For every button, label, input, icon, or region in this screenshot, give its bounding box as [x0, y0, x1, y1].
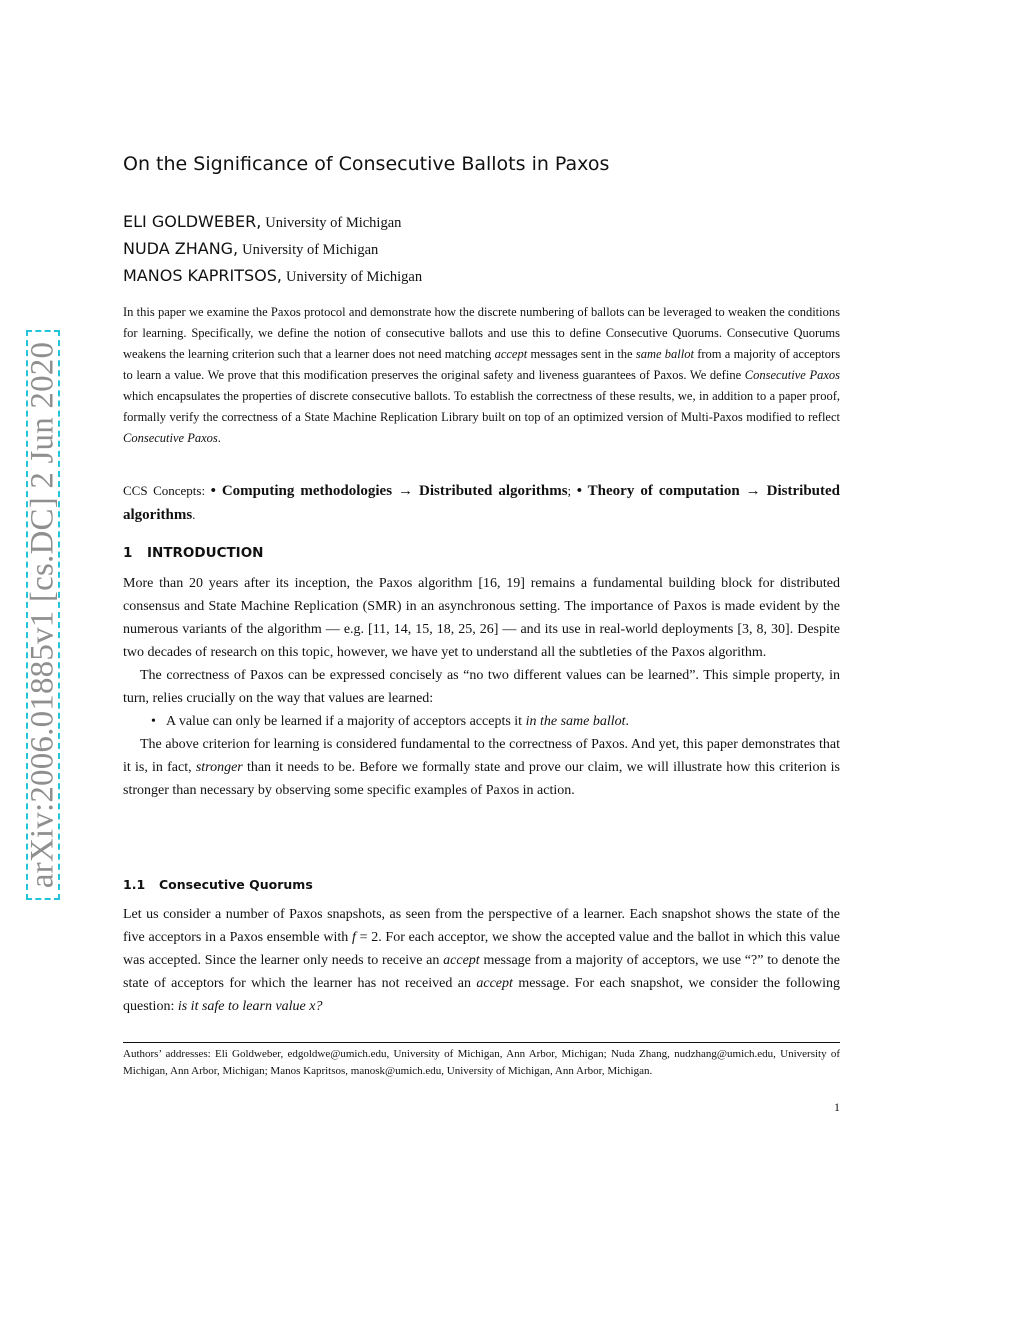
ccs-end: . [192, 507, 196, 522]
ccs-concepts [123, 479, 840, 527]
paper-title: On the Significance of Consecutive Ballots in Paxos [123, 153, 610, 175]
list-item-italic: in the same ballot [525, 714, 626, 729]
section-number: 1 [123, 545, 133, 561]
arxiv-stamp [26, 330, 60, 900]
abstract-text: In this paper we examine the Paxos protocol and demonstrate how the discrete numbering of ballots can be leveraged to weaken the conditions for learning. Specifically, we define the notion of consecutive ballots and use this to define Consecutive Quorums. Consecutive Quorums weakens the learning criterion such that a learner does not need matching [123, 305, 840, 361]
abstract-italic: same ballot [635, 347, 694, 361]
list-item-end: . [625, 714, 630, 729]
abstract-italic: Consecutive Paxos [744, 368, 841, 382]
ccs-concept: • Theory of computation → Distributed algorithms [123, 483, 841, 523]
page-number: 1 [834, 1100, 840, 1114]
author-name: MANOS KAPRITSOS, [123, 266, 282, 285]
abstract-text: from a majority of acceptors to learn a value. We prove that this modification preserves the original safety and liveness guarantees of Paxos. We define [123, 347, 841, 382]
footnote-divider [123, 1042, 840, 1043]
section-heading [123, 545, 263, 561]
math-variable: f [351, 930, 356, 945]
author-2 [123, 239, 378, 259]
paragraph-text: The above criterion for learning is considered fundamental to the correctness of Paxos. And yet, this paper demonstrates that it is, in fact, [123, 737, 840, 775]
paragraph-text: message. For each snapshot, we consider the following question: [123, 976, 841, 1014]
paragraph-text: = 2. For each acceptor, we show the accepted value and the ballot in which this value was accepted. Since the learner only needs to receive an [123, 930, 841, 968]
author-affiliation: University of Michigan [285, 269, 423, 285]
abstract-text: which encapsulates the properties of discrete consecutive ballots. To establish the correctness of these results, we, in addition to a paper proof, formally verify the correctness of a State Machine Replication Library built on top of an optimized version of Multi-Paxos modified to reflect [123, 389, 840, 424]
author-affiliation: University of Michigan [242, 242, 379, 258]
abstract-text: messages sent in the [530, 347, 633, 361]
paragraph-text: than it needs to be. Before we formally state and prove our claim, we will illustrate how this criterion is stronger than necessary by observing some specific examples of Paxos in action. [123, 760, 840, 798]
paragraph-text: Let us consider a number of Paxos snapshots, as seen from the perspective of a learner. Each snapshot shows the state of the five acceptors in a Paxos ensemble with [123, 907, 840, 945]
abstract [123, 302, 840, 449]
abstract-text: . [217, 431, 221, 445]
subsection-heading [123, 877, 313, 892]
paragraph-italic: is it safe to learn value x? [177, 999, 323, 1014]
author-3 [123, 266, 422, 286]
author-affiliation: University of Michigan [265, 215, 402, 231]
paragraph-text: message from a majority of acceptors, we use “?” to denote the state of acceptors for which the learner has not received an [123, 953, 841, 991]
author-name: NUDA ZHANG, [123, 239, 239, 258]
section-title: INTRODUCTION [147, 545, 264, 561]
paragraph-italic: accept [443, 953, 480, 968]
paragraph-italic: stronger [195, 760, 243, 775]
ccs-concept: • Computing methodologies → Distributed algorithms [210, 483, 568, 499]
author-name: ELI GOLDWEBER, [123, 212, 262, 231]
subsection-number: 1.1 [123, 877, 146, 892]
bullet-icon: • [151, 714, 156, 729]
paragraph: The correctness of Paxos can be expressed concisely as “no two different values can be learned”. This simple property, in turn, relies crucially on the way that values are learned: [123, 668, 840, 706]
paragraph [123, 903, 840, 1018]
arxiv-stamp-text: arXiv:2006.01885v1 [cs.DC] 2 Jun 2020 [24, 341, 61, 889]
bullet-list [123, 710, 840, 733]
consecutive-quorums-body [123, 903, 840, 1018]
paragraph [123, 733, 840, 802]
footnote-authors-addresses: Authors’ addresses: Eli Goldweber, edgoldwe@umich.edu, University of Michigan, Ann Arbor, Michigan; Nuda Zhang, nudzhang@umich.edu, University of Michigan, Ann Arbor, Michigan; Manos Kapritsos, manosk@umich.edu, University of Michigan, Ann Arbor, Michigan. [123, 1048, 840, 1077]
abstract-italic: Consecutive Paxos [123, 431, 218, 445]
subsection-title: Consecutive Quorums [159, 877, 313, 892]
introduction-body [123, 572, 840, 802]
list-item-text: A value can only be learned if a majority of acceptors accepts it [166, 714, 523, 729]
paragraph-italic: accept [476, 976, 513, 991]
paragraph: More than 20 years after its inception, the Paxos algorithm [16, 19] remains a fundamental building block for distributed consensus and State Machine Replication (SMR) in an asynchronous setting. The importance of Paxos is made evident by the numerous variants of the algorithm — e.g. [11, 14, 15, 18, 25, 26] — and its use in real-world deployments [3, 8, 30]. Despite two decades of research on this topic, however, we have yet to understand all the subtleties of the Paxos algorithm. [123, 576, 840, 660]
ccs-prefix: CCS Concepts: [123, 483, 206, 498]
ccs-separator: ; [567, 483, 572, 498]
abstract-italic: accept [494, 347, 528, 361]
list-item [123, 710, 840, 733]
author-1 [123, 212, 401, 232]
